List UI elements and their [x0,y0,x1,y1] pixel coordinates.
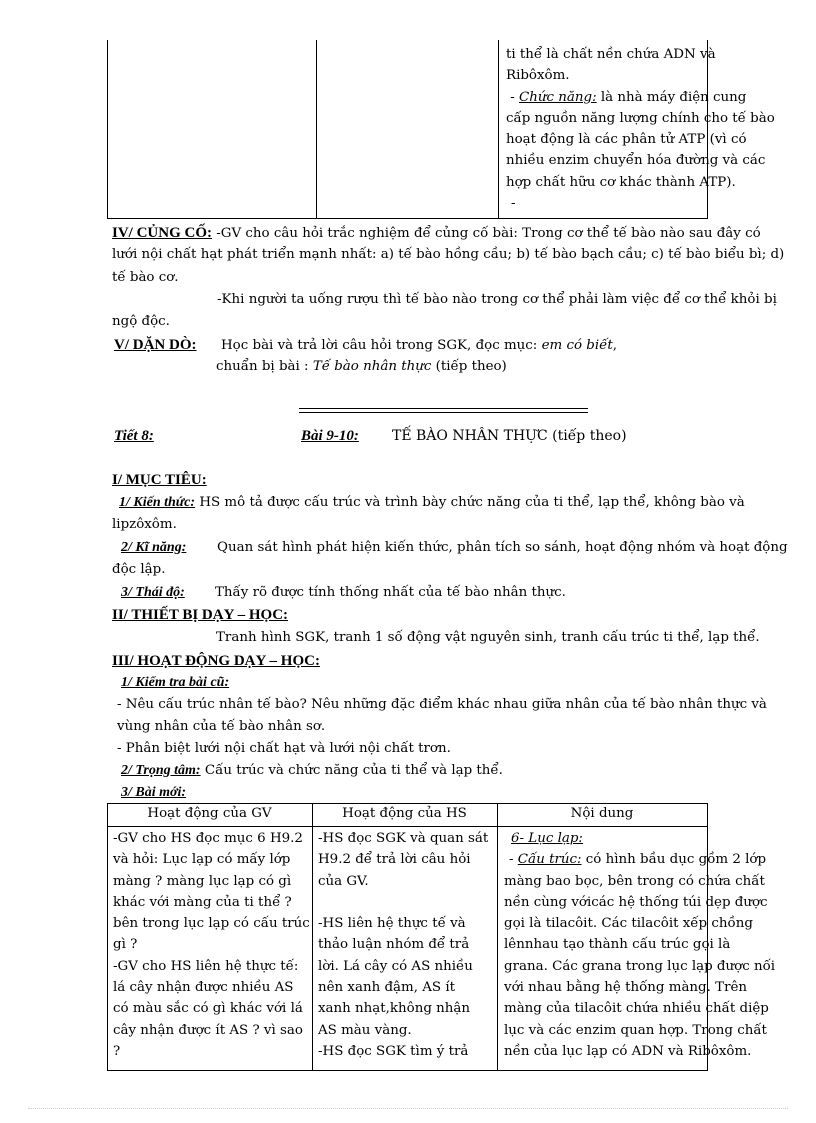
page-footer-divider [28,1108,788,1109]
text-line: cây nhận được ít AS ? vì sao [113,1022,303,1038]
chloroplast-title-wrap [504,828,775,849]
text-line: hoạt động là các phân tử ATP (vì có [506,132,747,148]
structure-line: - Cấu trúc: có hình bầu dục gồm 2 lớp [509,852,767,868]
structure-text: có hình bầu dục gồm 2 lớp [581,852,767,868]
review-line-1: - Nêu cấu trúc nhân tế bào? Nêu những đặc điểm khác nhau giữa nhân của tế bào nhân thực và [117,697,767,712]
text-line: lá cây nhận được nhiều AS [113,980,294,996]
dan-do-text: , [612,338,617,353]
text-line: màng ? màng lục lạp có gì [113,873,292,889]
activities-heading: III/ HOẠT ĐỘNG DẠY – HỌC: [112,653,320,669]
knowledge-line-1 [119,494,745,512]
teacher-activity-cell [113,828,310,1062]
text-line: với nhau bằng hệ thống màng. Trên [504,980,748,996]
text-line: -HS liên hệ thực tế và [318,916,466,932]
dan-do-text: Học bài và trả lời câu hỏi trong SGK, đọc mục: [221,338,542,353]
function-line: - Chức năng: là nhà máy điện cung [510,89,747,105]
text-line: lênnhau tạo thành cấu trúc gọi là [504,937,731,953]
review-line-3: - Phân biệt lưới nội chất hạt và lưới nội chất trơn. [117,741,451,756]
equipment-text: Tranh hình SGK, tranh 1 số động vật nguyên sinh, tranh cấu trúc ti thể, lạp thể. [216,630,760,645]
table-header-teacher: Hoạt động của GV [147,806,272,821]
attitude-label: 3/ Thái độ: [121,585,185,600]
lesson-period: Tiết 8: [114,428,154,444]
dan-do-heading: V/ DẶN DÒ: [114,337,197,353]
cung-co-heading: IV/ CỦNG CỐ: [112,225,212,241]
dan-do-emph: Tế bào nhân thực [312,359,432,374]
cung-co-line-3: tế bào cơ. [112,270,179,285]
text-line: có màu sắc có gì khác với lá [113,1001,303,1017]
text-line: -GV cho HS liên hệ thực tế: [113,958,299,974]
text-line: xanh nhạt,không nhận [318,1001,471,1017]
skills-line-1: Quan sát hình phát hiện kiến thức, phân tích so sánh, hoạt động nhóm và hoạt động [217,540,788,555]
text-line: -HS đọc SGK tìm ý trả [318,1043,469,1059]
chloroplast-title: 6- Lục lạp: [511,831,583,846]
text-line: nên xanh đậm, AS ít [318,980,455,996]
text-line [318,892,488,913]
equipment-heading: II/ THIẾT BỊ DẠY – HỌC: [112,607,289,623]
content-cell [504,828,775,1062]
lesson-title-suffix: (tiếp theo) [547,428,627,444]
review-line-2: vùng nhân của tế bào nhân sơ. [117,719,326,734]
text-line: grana. Các grana trong lục lạp được nối [504,958,776,974]
attitude-text: Thấy rõ được tính thống nhất của tế bào nhân thực. [215,585,566,600]
lesson-number: Bài 9-10: [301,428,359,444]
student-activity-cell [318,828,488,1062]
text-line: màng của tilacôit chứa nhiều chất diệp [504,1001,769,1017]
review-label: 1/ Kiểm tra bài cũ: [121,675,230,690]
text-line: nhiều enzim chuyển hóa đường và các [506,153,766,169]
text-line: H9.2 để trả lời câu hỏi [318,852,471,868]
text-line: màng bao bọc, bên trong có chứa chất [504,873,765,889]
text-line: thảo luận nhóm để trả [318,937,470,953]
dan-do-line-1 [221,337,617,355]
text-line: ti thể là chất nền chứa ADN và [506,47,716,62]
knowledge-text: HS mô tả được cấu trúc và trình bày chức năng của ti thể, lạp thể, không bào và [195,495,745,510]
text-line: của GV. [318,873,369,889]
dan-do-text: chuẩn bị bài : [216,359,313,374]
cung-co-text: -GV cho câu hỏi trắc nghiệm để củng cố bài: Trong cơ thể tế bào nào sau đây có [212,226,761,241]
text-line: gọi là tilacôit. Các tilacôit xếp chồng [504,916,753,932]
text-line: cấp nguồn năng lượng chính cho tế bào [506,110,775,126]
text-line: -GV cho HS đọc mục 6 H9.2 [113,831,303,846]
lesson-title-wrap [392,427,627,445]
objectives-heading: I/ MỤC TIÊU: [112,472,207,488]
lesson-title: TẾ BÀO NHÂN THỰC [392,428,548,444]
text-line: ? [113,1043,121,1059]
text-line: gì ? [113,937,138,953]
new-lesson-label: 3/ Bài mới: [121,785,187,800]
dan-do-heading-wrap [114,336,197,355]
text-line: khác với màng của ti thể ? [113,894,292,910]
knowledge-line-2: lipzôxôm. [112,517,177,532]
focus-label: 2/ Trọng tâm: [121,763,201,778]
function-text: là nhà máy điện cung [596,89,747,105]
text-line: và hỏi: Lục lạp có mấy lớp [113,852,291,868]
text-line: AS màu vàng. [318,1022,412,1038]
text-line: - [511,196,516,212]
cung-co-line-5: ngộ độc. [112,314,170,329]
text-line: lời. Lá cây có AS nhiều [318,958,473,974]
cung-co-line-4: -Khi người ta uống rượu thì tế bào nào trong cơ thể phải làm việc để cơ thể khỏi bị [217,292,777,307]
text-line: bên trong lục lạp có cấu trúc [113,916,310,932]
text-line: Ribôxôm. [506,68,570,84]
knowledge-label: 1/ Kiến thức: [119,495,196,510]
text-line: nền cùng vớicác hệ thống túi dẹp được [504,894,768,910]
dan-do-emph: em có biết [541,338,613,353]
dan-do-text: (tiếp theo) [431,359,507,374]
focus-text: Cấu trúc và chức năng của ti thể và lạp thể. [200,763,503,778]
focus-line [121,762,503,780]
structure-label: Cấu trúc: [517,852,582,868]
text-line: lục và các enzim quan hợp. Trong chất [504,1022,767,1038]
top-table-content-cell [506,44,775,212]
function-label: Chức năng: [519,89,597,105]
text-line: hợp chất hữu cơ khác thành ATP). [506,174,736,190]
table-header-content: Nội dung [570,806,634,821]
cung-co-line-2: lưới nội chất hạt phát triển mạnh nhất: a) tế bào hồng cầu; b) tế bào bạch cầu; c) tế bào biểu bì; d) [112,247,785,262]
skills-line-2: độc lập. [112,562,166,577]
table-header-student: Hoạt động của HS [342,806,467,821]
cung-co-line-1 [112,224,761,243]
skills-label: 2/ Kĩ năng: [121,540,187,555]
dan-do-line-2 [216,358,507,376]
text-line: nền của lục lạp có ADN và Ribôxôm. [504,1043,752,1059]
text-line: -HS đọc SGK và quan sát [318,831,489,846]
